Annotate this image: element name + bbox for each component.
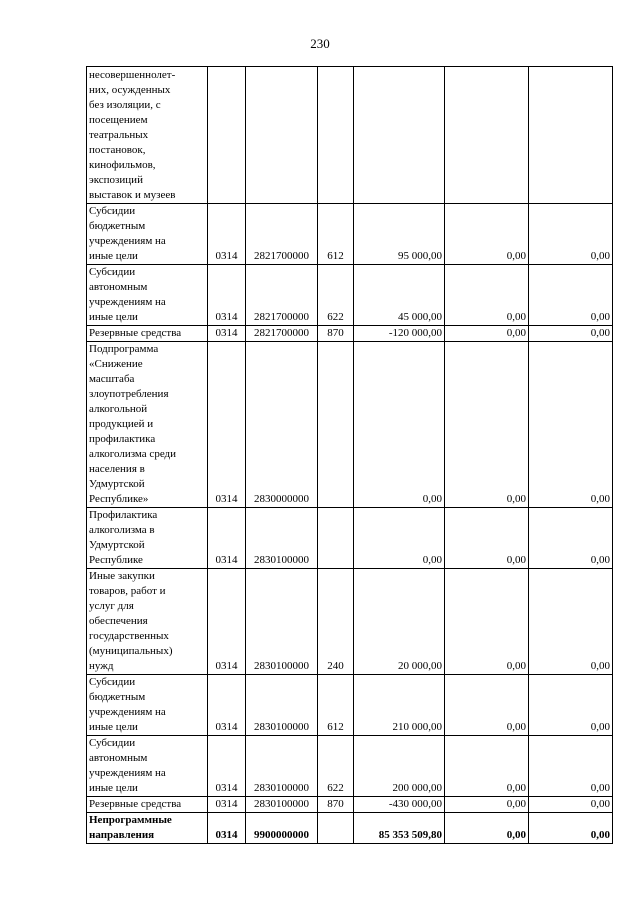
row-target-code: 2830100000 [246, 675, 318, 736]
row-name: Субсидии бюджетным учреждениям на иные цели [87, 204, 208, 265]
row-amount: 20 000,00 [354, 569, 445, 675]
row-target-code: 2830100000 [246, 508, 318, 569]
table-row [87, 326, 613, 342]
row-expense-type: 870 [318, 326, 354, 342]
row-section-code: 0314 [208, 508, 246, 569]
row-name: несовершеннолет- них, осужденных без изоляции, с посещением театральных постановок, кинофильмов, экспозиций выставок и музеев [87, 67, 208, 204]
row-section-code: 0314 [208, 813, 246, 844]
table-row [87, 508, 613, 569]
row-name: Субсидии автономным учреждениям на иные цели [87, 265, 208, 326]
row-target-code: 2830100000 [246, 736, 318, 797]
row-target-code: 2830100000 [246, 569, 318, 675]
row-amount: 95 000,00 [354, 204, 445, 265]
row-amount-year2: 0,00 [445, 813, 529, 844]
row-amount: 200 000,00 [354, 736, 445, 797]
row-section-code: 0314 [208, 204, 246, 265]
row-amount-year3: 0,00 [529, 265, 613, 326]
row-target-code: 2830000000 [246, 342, 318, 508]
row-target-code [246, 67, 318, 204]
row-amount: 210 000,00 [354, 675, 445, 736]
row-target-code: 2830100000 [246, 797, 318, 813]
table-row [87, 265, 613, 326]
table-row [87, 736, 613, 797]
table-row [87, 342, 613, 508]
row-amount-year2 [445, 67, 529, 204]
row-amount-year3: 0,00 [529, 326, 613, 342]
row-expense-type: 870 [318, 797, 354, 813]
row-amount-year2: 0,00 [445, 675, 529, 736]
row-amount-year2: 0,00 [445, 797, 529, 813]
row-expense-type [318, 813, 354, 844]
row-amount-year3: 0,00 [529, 569, 613, 675]
row-target-code: 2821700000 [246, 326, 318, 342]
row-section-code: 0314 [208, 265, 246, 326]
page-number: 230 [310, 36, 330, 51]
table-row [87, 67, 613, 204]
row-amount-year2: 0,00 [445, 508, 529, 569]
row-target-code: 9900000000 [246, 813, 318, 844]
row-amount-year2: 0,00 [445, 326, 529, 342]
row-expense-type [318, 508, 354, 569]
row-amount: 0,00 [354, 508, 445, 569]
row-expense-type: 612 [318, 204, 354, 265]
row-name: Подпрограмма «Снижение масштаба злоупотребления алкогольной продукцией и профилактика алкоголизма среди населения в Удмуртской Республике» [87, 342, 208, 508]
row-expense-type [318, 67, 354, 204]
table-row [87, 797, 613, 813]
row-amount: 45 000,00 [354, 265, 445, 326]
row-expense-type: 622 [318, 736, 354, 797]
row-amount: -120 000,00 [354, 326, 445, 342]
row-amount-year3: 0,00 [529, 204, 613, 265]
row-amount: -430 000,00 [354, 797, 445, 813]
budget-table [86, 66, 613, 844]
table-row [87, 813, 613, 844]
row-amount-year2: 0,00 [445, 736, 529, 797]
row-name: Профилактика алкоголизма в Удмуртской Республике [87, 508, 208, 569]
row-section-code: 0314 [208, 342, 246, 508]
table-row [87, 569, 613, 675]
row-amount-year3: 0,00 [529, 342, 613, 508]
row-section-code: 0314 [208, 736, 246, 797]
row-expense-type: 622 [318, 265, 354, 326]
row-name: Резервные средства [87, 326, 208, 342]
row-section-code: 0314 [208, 569, 246, 675]
row-expense-type: 240 [318, 569, 354, 675]
row-expense-type [318, 342, 354, 508]
row-section-code: 0314 [208, 797, 246, 813]
row-amount-year2: 0,00 [445, 342, 529, 508]
row-target-code: 2821700000 [246, 204, 318, 265]
row-name: Резервные средства [87, 797, 208, 813]
row-amount-year3: 0,00 [529, 797, 613, 813]
row-name: Иные закупки товаров, работ и услуг для обеспечения государственных (муниципальных) нужд [87, 569, 208, 675]
row-amount-year3: 0,00 [529, 813, 613, 844]
row-amount [354, 67, 445, 204]
row-name: Непрограммные направления [87, 813, 208, 844]
row-target-code: 2821700000 [246, 265, 318, 326]
row-name: Субсидии автономным учреждениям на иные цели [87, 736, 208, 797]
row-amount: 0,00 [354, 342, 445, 508]
row-amount-year3: 0,00 [529, 508, 613, 569]
table-row [87, 675, 613, 736]
row-expense-type: 612 [318, 675, 354, 736]
row-section-code: 0314 [208, 675, 246, 736]
row-amount-year2: 0,00 [445, 569, 529, 675]
row-section-code [208, 67, 246, 204]
row-name: Субсидии бюджетным учреждениям на иные цели [87, 675, 208, 736]
table-row [87, 204, 613, 265]
row-section-code: 0314 [208, 326, 246, 342]
row-amount-year3 [529, 67, 613, 204]
row-amount-year2: 0,00 [445, 265, 529, 326]
row-amount-year3: 0,00 [529, 675, 613, 736]
row-amount-year3: 0,00 [529, 736, 613, 797]
row-amount-year2: 0,00 [445, 204, 529, 265]
row-amount: 85 353 509,80 [354, 813, 445, 844]
